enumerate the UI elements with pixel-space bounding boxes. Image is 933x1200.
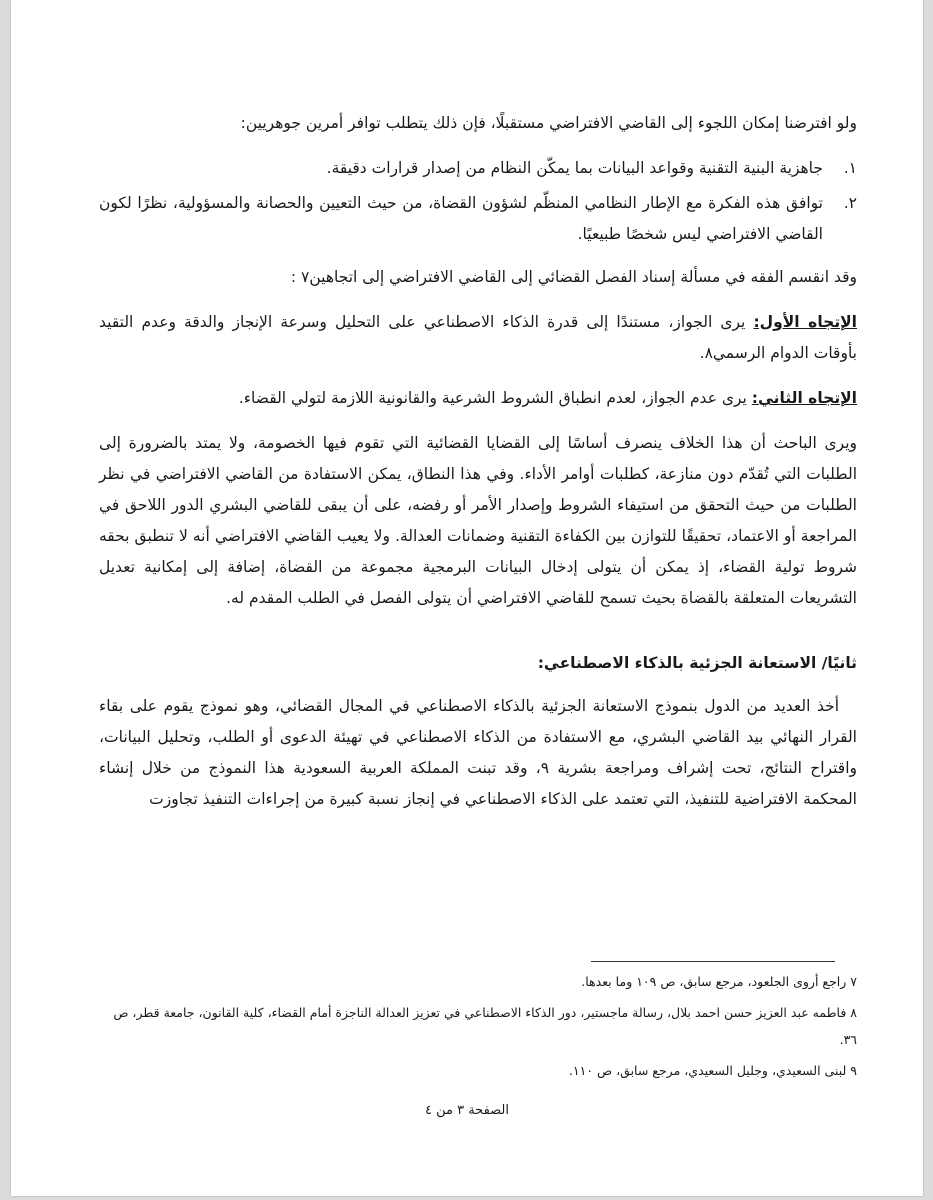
footnote-7: ٧ راجع أروى الجلعود، مرجع سابق، ص ١٠٩ وما بعدها. [581,974,857,989]
list-item-text: جاهزية البنية التقنية وقواعد البيانات بما يمكّن النظام من إصدار قرارات دقيقة. [326,159,823,177]
trend-1-label: الإتجاه الأول: [753,313,857,331]
list-item-text: توافق هذه الفكرة مع الإطار النظامي المنظّم لشؤون القضاة، من حيث التعيين والحصانة والمسؤولية، نظرًا لكون القاضي الافتراضي ليس شخصًا طبيعيًا. [99,194,823,243]
list-number: ١. [843,159,857,177]
list-item [99,153,857,184]
list-number: ٢. [843,194,857,212]
footnote-8: ٨ فاطمه عبد العزيز حسن احمد بلال، رسالة ماجستير، دور الذكاء الاصطناعي في تعزيز العدالة الناجزة أمام القضاء، كلية القانون، جامعة قطر، ص ٣٦. [113,1005,857,1047]
footnote-9: ٩ لبنى السعيدي، وجليل السعيدي، مرجع سابق، ص ١١٠. [568,1063,857,1078]
footnote-divider [591,961,835,962]
split-intro-paragraph: وقد انقسم الفقه في مسألة إسناد الفصل القضائي إلى القاضي الافتراضي إلى اتجاهين٧ : [290,268,857,286]
trend-2-text: يرى عدم الجواز، لعدم انطباق الشروط الشرعية والقانونية اللازمة لتولي القضاء. [238,389,752,407]
trend-1-text: يرى الجواز، مستندًا إلى قدرة الذكاء الاصطناعي على التحليل وسرعة الإنجاز والدقة وعدم التقيد بأوقات الدوام الرسمي٨. [99,313,857,362]
section-heading: ثانيًا/ الاستعانة الجزئية بالذكاء الاصطناعي: [537,654,857,672]
trend-2-paragraph [99,383,857,414]
page-number: الصفحة ٣ من ٤ [424,1103,509,1118]
section-body-paragraph: أخذ العديد من الدول بنموذج الاستعانة الجزئية بالذكاء الاصطناعي في المجال القضائي، وهو نموذج يقوم على بقاء القرار النهائي بيد القاضي البشري، مع الاستفادة من الذكاء الاصطناعي في تهيئة الدعوى أو الطلب، وتحليل البيانات، واقتراح النتائج، تحت إشراف ومراجعة بشرية ٩، وقد تبنت المملكة العربية السعودية هذا النموذج من خلال إنشاء المحكمة الافتراضية للتنفيذ، التي تعتمد على الذكاء الاصطناعي في إنجاز نسبة كبيرة من إجراءات التنفيذ تجاوزت [99,697,857,808]
document-page [11,0,923,1196]
trend-1-paragraph [99,307,857,369]
list-item [99,188,857,250]
requirements-list [99,153,857,250]
intro-paragraph: ولو افترضنا إمكان اللجوء إلى القاضي الافتراضي مستقبلًا، فإن ذلك يتطلب توافر أمرين جوهريين: [240,114,857,132]
footnotes [99,968,857,1088]
trend-2-label: الإتجاه الثاني: [751,389,857,407]
body-text [99,108,857,829]
researcher-view-paragraph: ويرى الباحث أن هذا الخلاف ينصرف أساسًا إلى القضايا القضائية التي تقوم فيها الخصومة، ولا يمتد بالضرورة إلى الطلبات التي تُقدّم دون منازعة، كطلبات أوامر الأداء. وفي هذا النطاق، يمكن الاستفادة من القاضي الافتراضي في نظر الطلبات من حيث التحقق من استيفاء الشروط وإصدار الأمر أو رفضه، على أن يبقى للقاضي البشري الدور اللاحق في المراجعة أو الاعتماد، تحقيقًا للتوازن بين الكفاءة التقنية وضمانات العدالة. ولا يعيب القاضي الافتراضي أنه لا تنطبق بحقه شروط تولية القضاء، إذ يمكن أن يتولى إدخال البيانات البرمجية مجموعة من القضاة، إضافة إلى إمكانية تعديل التشريعات المتعلقة بالقضاة بحيث تسمح للقاضي الافتراضي أن يتولى الفصل في الطلب المقدم له. [99,434,857,607]
